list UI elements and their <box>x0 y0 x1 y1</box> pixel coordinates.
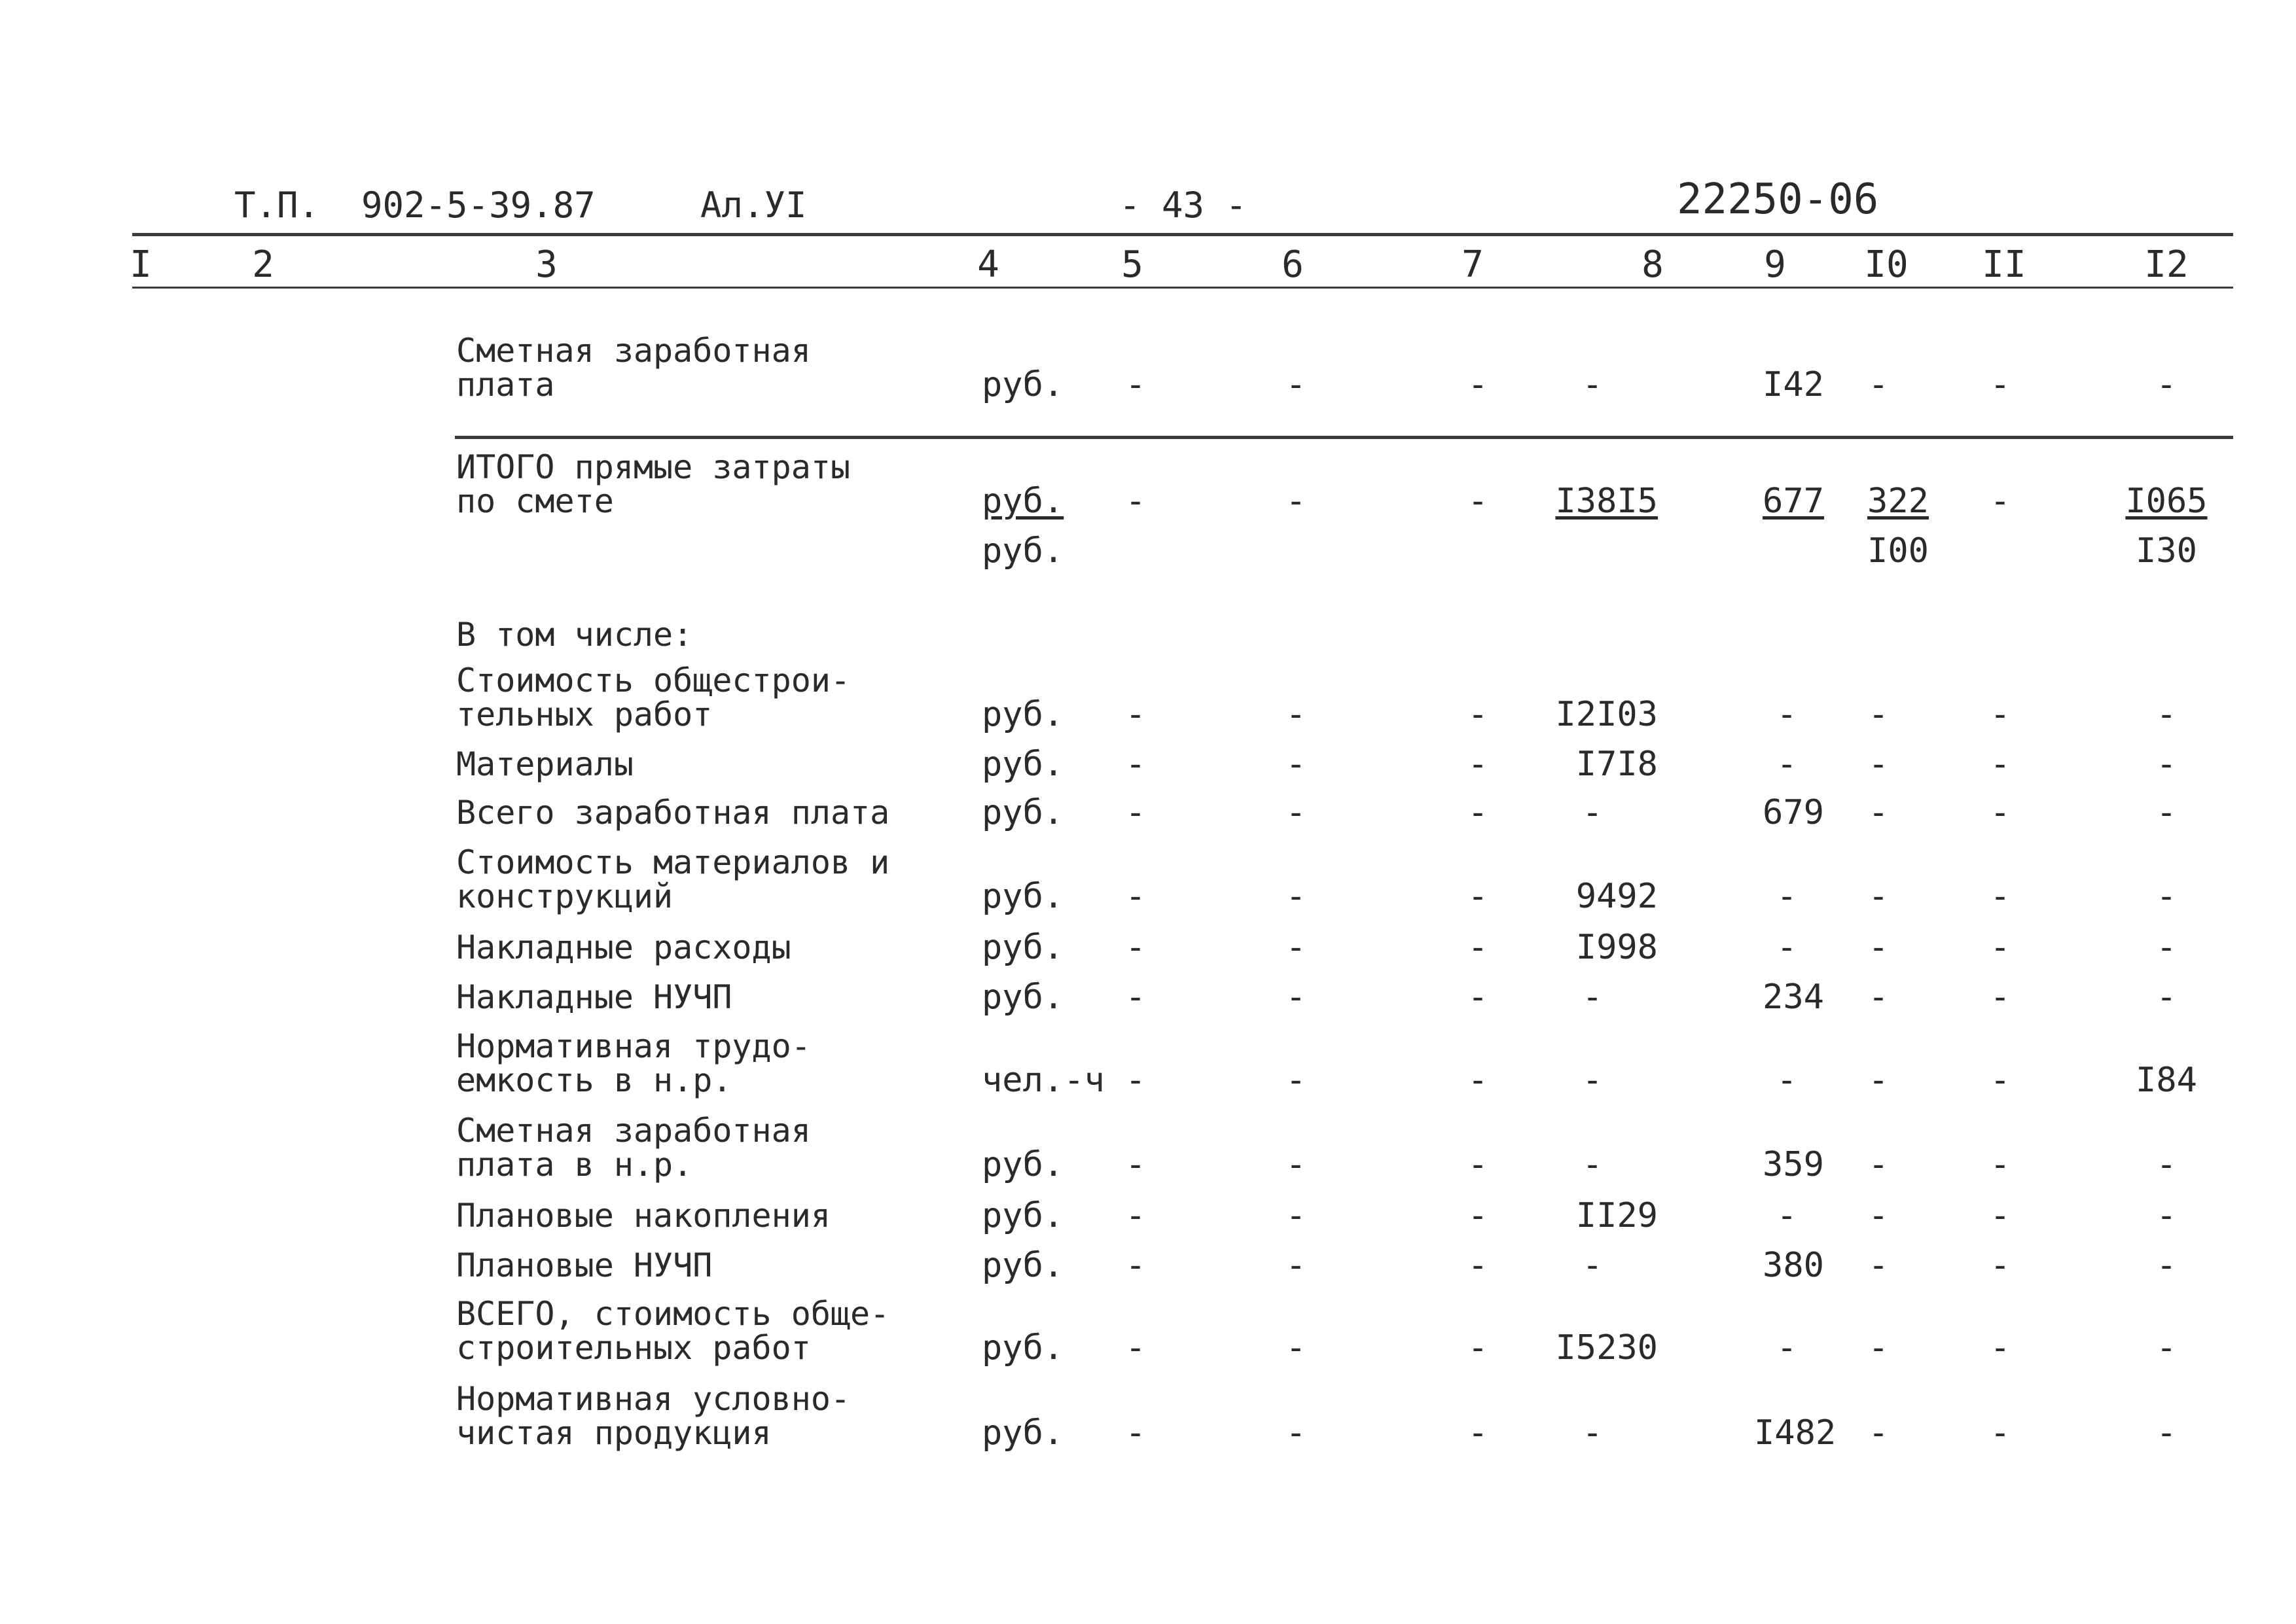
value-col8: - <box>1582 1413 1603 1453</box>
column-number: 2 <box>252 243 274 286</box>
unit-cell: руб. <box>982 745 1064 784</box>
top-rule <box>132 233 2233 236</box>
value-col8: - <box>1582 1061 1603 1100</box>
value-col8: I998 <box>1575 928 1658 967</box>
dash-cell: - <box>1125 877 1146 916</box>
dash-cell: - <box>1125 928 1146 967</box>
unit-cell: руб. <box>982 793 1064 832</box>
dash-cell: - <box>1467 928 1488 967</box>
value-col10: - <box>1868 365 1889 404</box>
dash-cell: - <box>1285 978 1306 1017</box>
dash-cell: - <box>1990 365 2011 404</box>
row-label-line2: плата <box>456 366 555 404</box>
row-label: Плановые накопления <box>456 1197 831 1235</box>
row-label: Всего заработная плата <box>456 794 890 832</box>
value-col12: - <box>2156 1246 2177 1285</box>
value-col12: - <box>2156 1328 2177 1368</box>
dash-cell: - <box>1990 793 2011 832</box>
dash-cell: - <box>1285 1328 1306 1368</box>
row-label-line1: ИТОГО прямые затраты <box>456 448 851 486</box>
row-label-line1: Нормативная условно- <box>456 1380 851 1418</box>
row-label-line1: Сметная заработная <box>456 332 811 370</box>
dash-cell: - <box>1125 793 1146 832</box>
value-col8: - <box>1582 1145 1603 1184</box>
value-col9: I42 <box>1763 365 1824 404</box>
dash-cell: - <box>1285 695 1306 734</box>
column-number: 7 <box>1462 243 1484 286</box>
document-code: 22250-06 <box>1677 175 1879 224</box>
dash-cell: - <box>1285 1196 1306 1235</box>
row-label-line1: Стоимость общестрои- <box>456 662 851 699</box>
value-col9: - <box>1776 1328 1797 1368</box>
value-col9: 677 <box>1763 482 1824 521</box>
value-col10: 322 <box>1867 482 1929 521</box>
dash-cell: - <box>1990 1246 2011 1285</box>
row-label-line2: по смете <box>456 482 614 520</box>
dash-cell: - <box>1990 1328 2011 1368</box>
row-label-line2: конструкций <box>456 877 673 915</box>
row-label-line2: тельных работ <box>456 696 713 733</box>
value-col9: 359 <box>1763 1145 1824 1184</box>
tp-label: Т.П. <box>234 185 320 226</box>
dash-cell: - <box>1125 745 1146 784</box>
dash-cell: - <box>1467 1413 1488 1453</box>
dash-cell: - <box>1467 1328 1488 1368</box>
dash-cell: - <box>1285 793 1306 832</box>
dash-cell: - <box>1125 1246 1146 1285</box>
dash-cell: - <box>1467 978 1488 1017</box>
dash-cell: - <box>1990 877 2011 916</box>
value-col12: - <box>2156 365 2177 404</box>
dash-cell: - <box>1990 1196 2011 1235</box>
row-label-line1: ВСЕГО, стоимость обще- <box>456 1295 890 1333</box>
dash-cell: - <box>1467 1246 1488 1285</box>
value-col8: - <box>1582 978 1603 1017</box>
dash-cell: - <box>1467 745 1488 784</box>
dash-cell: - <box>1125 1328 1146 1368</box>
dash-cell: - <box>1990 745 2011 784</box>
value-col9: - <box>1776 877 1797 916</box>
value-col8: II29 <box>1575 1196 1658 1235</box>
unit-cell: чел.-ч <box>982 1061 1105 1100</box>
value-col8: - <box>1582 1246 1603 1285</box>
dash-cell: - <box>1285 1061 1306 1100</box>
value-col12: - <box>2156 1413 2177 1453</box>
value-col8: I2I03 <box>1555 695 1658 734</box>
dash-cell: - <box>1467 1196 1488 1235</box>
value-col9: 234 <box>1763 978 1824 1017</box>
value-col9: - <box>1776 928 1797 967</box>
page-number: - 43 - <box>1119 185 1247 226</box>
dash-cell: - <box>1125 1196 1146 1235</box>
value-col12: I84 <box>2136 1061 2197 1100</box>
value-col8: - <box>1582 793 1603 832</box>
column-number: II <box>1982 243 2026 286</box>
dash-cell: - <box>1990 1145 2011 1184</box>
dash-cell: - <box>1467 1061 1488 1100</box>
row-label: Плановые НУЧП <box>456 1246 713 1284</box>
album-number: Ал.УI <box>700 185 807 226</box>
value-col8: - <box>1582 365 1603 404</box>
value-col9: I482 <box>1754 1413 1837 1453</box>
row-label-line2: емкость в н.р. <box>456 1061 732 1099</box>
dash-cell: - <box>1285 1413 1306 1453</box>
row-label-line1: Сметная заработная <box>456 1112 811 1150</box>
dash-cell: - <box>1285 928 1306 967</box>
unit-cell: руб. <box>982 695 1064 734</box>
column-number: 4 <box>977 243 999 286</box>
dash-cell: - <box>1990 978 2011 1017</box>
value-col9: 679 <box>1763 793 1824 832</box>
value-col10: - <box>1868 1413 1889 1453</box>
value-col10: - <box>1868 1145 1889 1184</box>
row-label-line1: Стоимость материалов и <box>456 843 890 881</box>
dash-cell: - <box>1467 365 1488 404</box>
column-number: 6 <box>1282 243 1304 286</box>
value-col12: - <box>2156 745 2177 784</box>
dash-cell: - <box>1125 1413 1146 1453</box>
dash-cell: - <box>1125 978 1146 1017</box>
value-col12: - <box>2156 928 2177 967</box>
row-label: Накладные НУЧП <box>456 978 732 1016</box>
value-col10: - <box>1868 1328 1889 1368</box>
dash-cell: - <box>1467 1145 1488 1184</box>
row-label: Материалы <box>456 745 634 783</box>
row-label: Накладные расходы <box>456 928 791 966</box>
column-number: 9 <box>1764 243 1786 286</box>
dash-cell: - <box>1467 877 1488 916</box>
dash-cell: - <box>1285 482 1306 521</box>
column-number: 8 <box>1641 243 1664 286</box>
unit-cell-second: руб. <box>982 531 1064 571</box>
dash-cell: - <box>1990 482 2011 521</box>
value-col8: I7I8 <box>1575 745 1658 784</box>
row-label-line1: Нормативная трудо- <box>456 1027 811 1065</box>
column-number: I2 <box>2144 243 2189 286</box>
value-col12: - <box>2156 1196 2177 1235</box>
header-bottom-rule <box>132 287 2233 289</box>
dash-cell: - <box>1125 365 1146 404</box>
value-col8: I38I5 <box>1555 482 1658 521</box>
unit-cell: руб. <box>982 1246 1064 1285</box>
dash-cell: - <box>1125 695 1146 734</box>
unit-cell: руб. <box>982 928 1064 967</box>
value-col10: - <box>1868 695 1889 734</box>
unit-cell: руб. <box>982 365 1064 404</box>
dash-cell: - <box>1125 482 1146 521</box>
subtotal-rule <box>455 436 2233 439</box>
value-col9: - <box>1776 1196 1797 1235</box>
dash-cell: - <box>1467 695 1488 734</box>
value-col10: - <box>1868 793 1889 832</box>
value-col9: 380 <box>1763 1246 1824 1285</box>
value-col9: - <box>1776 1061 1797 1100</box>
dash-cell: - <box>1990 1413 2011 1453</box>
unit-cell: руб. <box>982 482 1064 521</box>
value-col9: - <box>1776 745 1797 784</box>
value-col12-second: I30 <box>2136 531 2197 571</box>
unit-cell: руб. <box>982 978 1064 1017</box>
column-number: 3 <box>535 243 558 286</box>
value-col10-second: I00 <box>1867 531 1929 571</box>
value-col10: - <box>1868 1196 1889 1235</box>
value-col8: I5230 <box>1555 1328 1658 1368</box>
column-number: I <box>130 243 152 286</box>
value-col12: - <box>2156 978 2177 1017</box>
row-label-line2: чистая продукция <box>456 1414 772 1452</box>
value-col10: - <box>1868 1246 1889 1285</box>
value-col12: - <box>2156 793 2177 832</box>
value-col12: - <box>2156 695 2177 734</box>
dash-cell: - <box>1467 793 1488 832</box>
dash-cell: - <box>1125 1061 1146 1100</box>
dash-cell: - <box>1285 1145 1306 1184</box>
dash-cell: - <box>1990 928 2011 967</box>
dash-cell: - <box>1285 745 1306 784</box>
unit-cell: руб. <box>982 877 1064 916</box>
dash-cell: - <box>1285 1246 1306 1285</box>
value-col12: I065 <box>2125 482 2208 521</box>
row-label-line2: строительных работ <box>456 1329 811 1367</box>
project-number: 902-5-39.87 <box>361 185 596 226</box>
unit-cell: руб. <box>982 1328 1064 1368</box>
row-label: В том числе: <box>456 616 693 654</box>
value-col10: - <box>1868 978 1889 1017</box>
column-number: 5 <box>1121 243 1143 286</box>
value-col9: - <box>1776 695 1797 734</box>
value-col12: - <box>2156 877 2177 916</box>
dash-cell: - <box>1990 1061 2011 1100</box>
unit-cell: руб. <box>982 1145 1064 1184</box>
dash-cell: - <box>1125 1145 1146 1184</box>
dash-cell: - <box>1285 877 1306 916</box>
dash-cell: - <box>1990 695 2011 734</box>
dash-cell: - <box>1467 482 1488 521</box>
unit-cell: руб. <box>982 1196 1064 1235</box>
unit-cell: руб. <box>982 1413 1064 1453</box>
value-col10: - <box>1868 928 1889 967</box>
value-col12: - <box>2156 1145 2177 1184</box>
row-label-line2: плата в н.р. <box>456 1146 693 1184</box>
value-col10: - <box>1868 745 1889 784</box>
value-col10: - <box>1868 877 1889 916</box>
value-col8: 9492 <box>1575 877 1658 916</box>
value-col10: - <box>1868 1061 1889 1100</box>
dash-cell: - <box>1285 365 1306 404</box>
column-number: I0 <box>1864 243 1909 286</box>
